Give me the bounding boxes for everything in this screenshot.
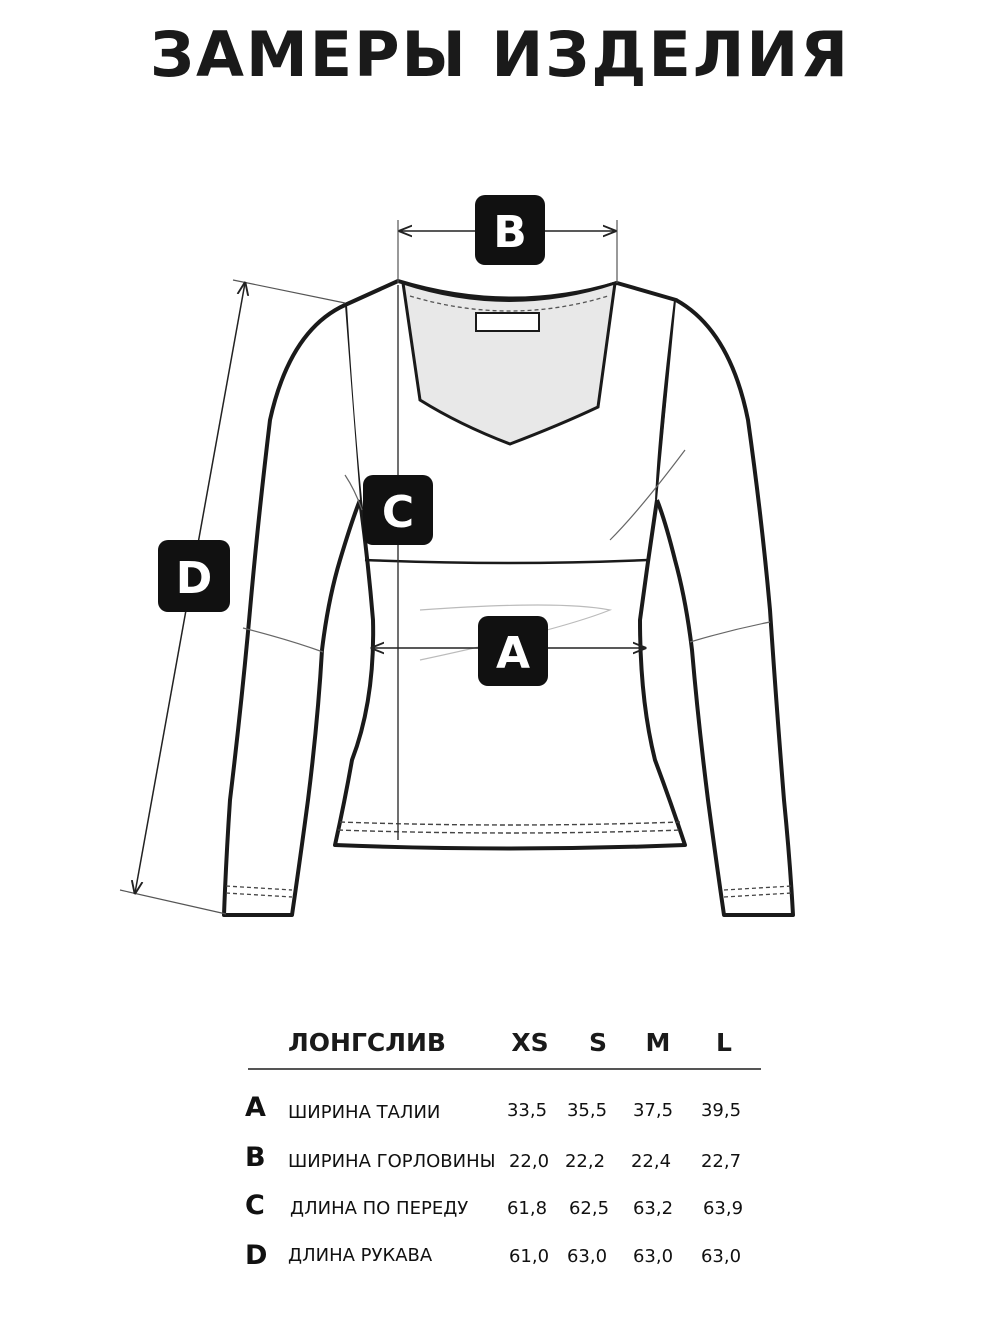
table-row-letter: B [245, 1142, 266, 1173]
badge-b [475, 195, 545, 265]
table-size-l: L [716, 1028, 732, 1057]
table-cell: 63,9 [702, 1198, 744, 1219]
table-cell: 22,4 [630, 1151, 672, 1172]
table-cell: 39,5 [700, 1100, 742, 1121]
table-cell: 63,0 [700, 1246, 742, 1267]
table-header-divider [248, 1068, 761, 1070]
table-cell: 61,0 [508, 1246, 550, 1267]
table-row-label: ШИРИНА ТАЛИИ [288, 1102, 441, 1123]
table-row-letter: D [245, 1240, 268, 1271]
table-cell: 33,5 [506, 1100, 548, 1121]
page-title: ЗАМЕРЫ ИЗДЕЛИЯ [150, 18, 850, 91]
badge-a-letter: A [495, 628, 531, 679]
table-cell: 37,5 [632, 1100, 674, 1121]
table-size-xs: XS [511, 1028, 549, 1057]
table-cell: 63,0 [632, 1246, 674, 1267]
table-row-letter: C [245, 1190, 265, 1221]
badge-d [158, 540, 230, 612]
table-cell: 22,2 [564, 1151, 606, 1172]
table-product-header: ЛОНГСЛИВ [288, 1028, 446, 1057]
table-cell: 61,8 [506, 1198, 548, 1219]
badge-c-letter: C [381, 487, 415, 538]
table-row-letter: A [245, 1092, 266, 1123]
table-row-label: ДЛИНА РУКАВА [288, 1245, 433, 1266]
table-cell: 22,0 [508, 1151, 550, 1172]
table-row-label: ШИРИНА ГОРЛОВИНЫ [288, 1151, 496, 1172]
table-cell: 35,5 [566, 1100, 608, 1121]
table-cell: 22,7 [700, 1151, 742, 1172]
table-cell: 62,5 [568, 1198, 610, 1219]
badge-b-letter: B [493, 207, 527, 258]
badge-c [363, 475, 433, 545]
table-cell: 63,2 [632, 1198, 674, 1219]
table-row-label: ДЛИНА ПО ПЕРЕДУ [290, 1198, 469, 1219]
table-cell: 63,0 [566, 1246, 608, 1267]
badge-d-letter: D [175, 553, 213, 604]
table-size-s: S [588, 1028, 607, 1057]
badge-a [478, 616, 548, 686]
table-size-m: M [645, 1028, 671, 1057]
